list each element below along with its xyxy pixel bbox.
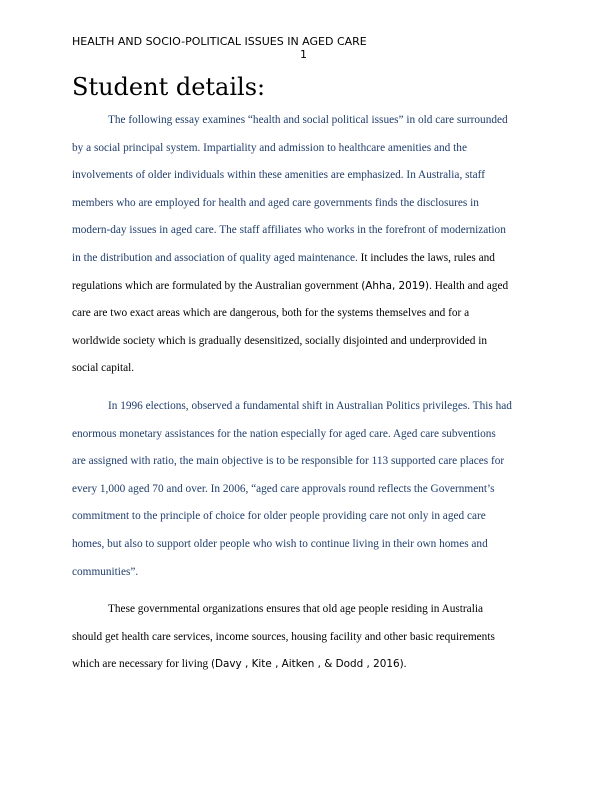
paragraph-2 [72, 393, 542, 586]
paragraph-1 [72, 107, 542, 383]
text-line: involvements of older individuals within these amenities are emphasized. In Australia, staff [72, 169, 485, 182]
text-line [72, 651, 542, 679]
text-line: care are two exact areas which are dangerous, both for the systems themselves and for a [72, 307, 470, 320]
text-line: commitment to the principle of choice for older people providing care not only in aged care [72, 510, 486, 523]
paragraph-3 [72, 596, 542, 679]
text-line: The following essay examines “health and social political issues” in old care surrounded [108, 114, 508, 126]
text-segment: . Health and aged [429, 279, 509, 292]
text-line: homes, but also to support older people who wish to continue living in their own homes and [72, 537, 488, 550]
text-line: members who are employed for health and aged care governments finds the disclosures in [72, 196, 479, 209]
text-line: These governmental organizations ensures that old age people residing in Australia [108, 603, 483, 615]
text-line: communities”. [72, 565, 139, 578]
page-number: 1 [300, 48, 307, 61]
text-line: modern-day issues in aged care. The staff affiliates who works in the forefront of modernization [72, 224, 506, 237]
text-line [72, 273, 542, 301]
citation: (Ahha, 2019) [361, 279, 430, 292]
text-line: In 1996 elections, observed a fundamental shift in Australian Politics privileges. This had [108, 400, 512, 412]
running-head: HEALTH AND SOCIO-POLITICAL ISSUES IN AGED CARE [72, 35, 367, 48]
text-line: worldwide society which is gradually desensitized, socially disjointed and underprovided in [72, 334, 488, 347]
text-line: are assigned with ratio, the main objective is to be responsible for 113 supported care places for [72, 455, 505, 468]
text-line: should get health care services, income sources, housing facility and other basic requirements [72, 630, 495, 643]
text-line: enormous monetary assistances for the nation especially for aged care. Aged care subventions [72, 427, 496, 440]
text-segment: in the distribution and association of quality aged maintenance. [72, 251, 358, 264]
text-segment: regulations which are formulated by the Australian government [72, 279, 359, 292]
text-segment: which are necessary for living [72, 658, 209, 671]
text-line: by a social principal system. Impartiality and admission to healthcare amenities and the [72, 141, 467, 154]
text-line: every 1,000 aged 70 and over. In 2006, “aged care approvals round reflects the Government’s [72, 482, 495, 495]
text-segment: It includes the laws, rules and [357, 251, 495, 264]
citation: (Davy , Kite , Aitken , & Dodd , 2016) [210, 658, 404, 671]
text-line [72, 245, 542, 273]
text-line: social capital. [72, 362, 135, 375]
text-segment: . [403, 658, 407, 671]
page-title: Student details: [72, 73, 266, 101]
